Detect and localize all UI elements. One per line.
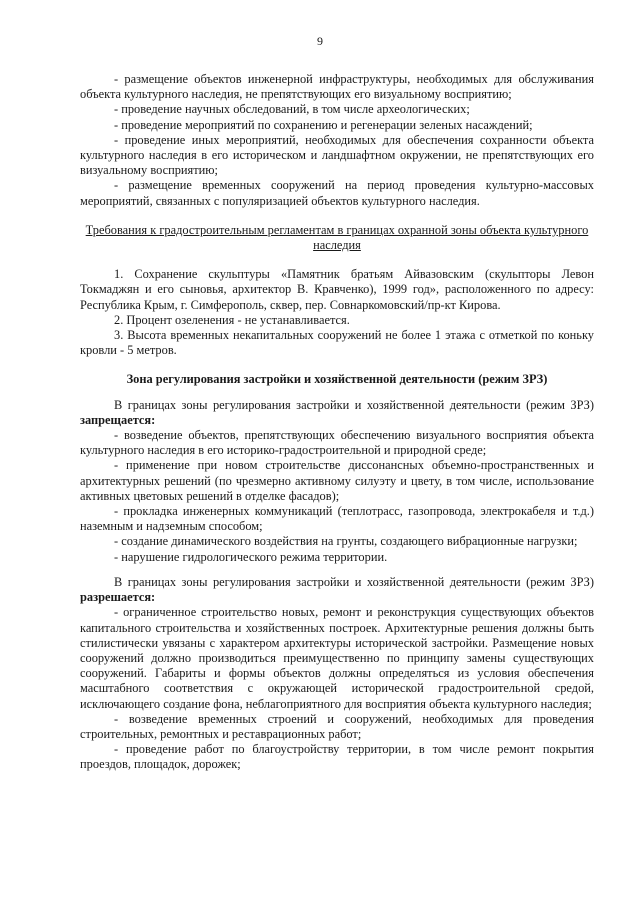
list-item: - возведение временных строений и сооружений, необходимых для проведения строительных, ремонтных и реставрационных работ; — [80, 711, 594, 741]
allowed-intro — [80, 575, 594, 605]
list-item: - создание динамического воздействия на грунты, создающего вибрационные нагрузки; — [114, 534, 578, 549]
requirement-item: 2. Процент озеленения - не устанавливается. — [114, 312, 350, 327]
list-item: - применение при новом строительстве диссонансных объемно-пространственных и архитектурных решений (по чрезмерно активному силуэту и цвету, в том числе, использование активных цветовых решений в отделке фасадов); — [80, 458, 594, 503]
page-content — [80, 72, 594, 773]
list-item: - проведение научных обследований, в том числе археологических; — [114, 102, 470, 117]
list-item: - размещение временных сооружений на период проведения культурно-массовых мероприятий, связанных с популяризацией объектов культурного наследия. — [80, 178, 594, 208]
prohibited-keyword: запрещается: — [80, 412, 156, 427]
list-item: - проведение работ по благоустройству территории, в том числе ремонт покрытия проездов, площадок, дорожек; — [80, 742, 594, 772]
list-item: - возведение объектов, препятствующих обеспечению визуального восприятия объекта культурного наследия в его историко-градостроительной и природной среде; — [80, 428, 594, 458]
requirement-item: 1. Сохранение скульптуры «Памятник братьям Айвазовским (скульпторы Левон Токмаджян и его сыновья, архитектор В. Кравченко), 1999 год», расположенного по адресу: Республика Крым, г. Симферополь, сквер, пер. Совнаркомовский/пр-кт Кирова. — [80, 267, 594, 312]
zone-heading: Зона регулирования застройки и хозяйственной деятельности (режим ЗРЗ) — [126, 372, 548, 387]
list-item: - проведение иных мероприятий, необходимых для обеспечения сохранности объекта культурного наследия в его историческом и ландшафтном окружении, не препятствующих его визуальному восприятию; — [80, 132, 594, 178]
list-item: - проведение мероприятий по сохранению и регенерации зеленых насаждений; — [114, 117, 533, 132]
page-number: 9 — [317, 34, 323, 48]
list-item: - ограниченное строительство новых, ремонт и реконструкция существующих объектов капитального строительства и хозяйственных построек. Архитектурные решения должны быть стилистически увязаны с характером архитектуры исторической застройки. Размещение новых сооружений должно производиться преимущественно по принципу замены существующих сооружений. Габариты и формы объектов должны определяться из условия обеспечения масштабного соответствия с окружающей исторической градостроительной средой, исключающего создание фона, неблагоприятного для восприятия объекта культурного наследия; — [80, 605, 594, 711]
requirement-item: 3. Высота временных некапитальных сооружений не более 1 этажа с отметкой по коньку кровли - 5 метров. — [80, 328, 594, 358]
list-item: - размещение объектов инженерной инфраструктуры, необходимых для обслуживания объекта культурного наследия, не препятствующих его визуальному восприятию; — [80, 72, 594, 102]
section-heading — [80, 223, 594, 253]
section-heading-text: Требования к градостроительным регламентам в границах охранной зоны объекта культурного наследия — [85, 222, 589, 253]
prohibited-intro-text: В границах зоны регулирования застройки и хозяйственной деятельности (режим ЗРЗ) — [114, 397, 594, 412]
list-item: - нарушение гидрологического режима территории. — [114, 549, 388, 564]
list-item: - прокладка инженерных коммуникаций (теплотрасс, газопровода, электрокабеля и т.д.) наземным и надземным способом; — [80, 504, 594, 534]
allowed-keyword: разрешается: — [80, 590, 156, 605]
allowed-intro-text: В границах зоны регулирования застройки и хозяйственной деятельности (режим ЗРЗ) — [114, 574, 594, 589]
prohibited-intro — [80, 398, 594, 428]
